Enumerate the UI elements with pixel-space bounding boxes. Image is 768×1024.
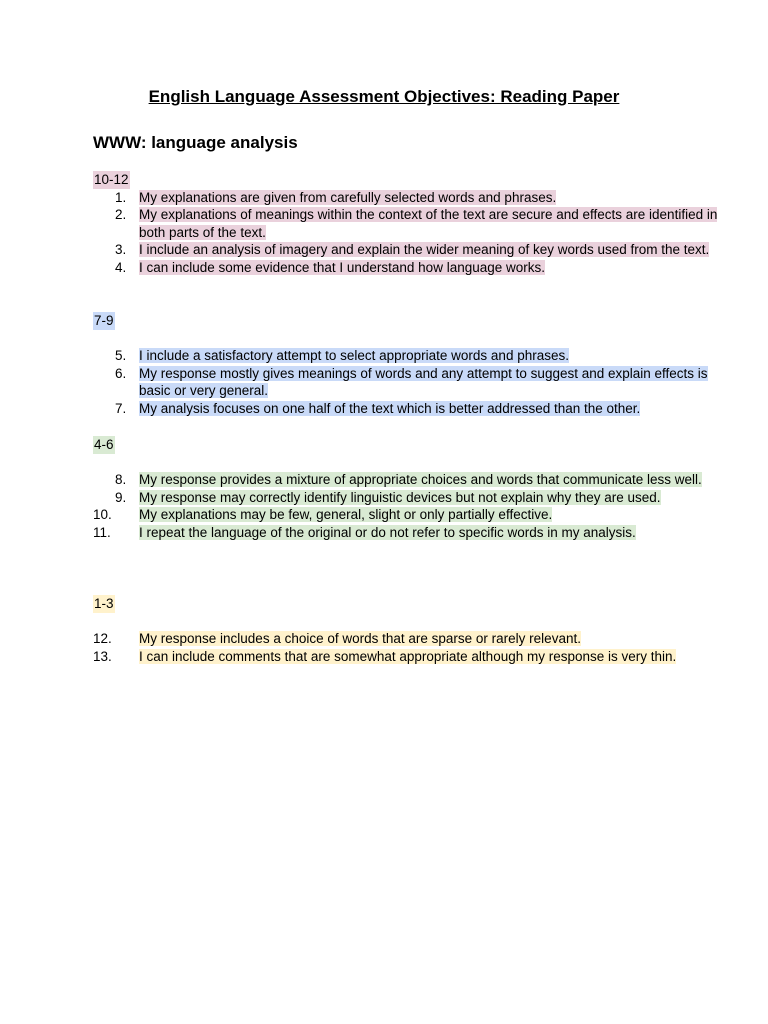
- list-item-number: 13.: [93, 648, 112, 664]
- list-item-number: 9.: [115, 489, 127, 505]
- list-item-number: 11.: [93, 524, 111, 540]
- list-item: [93, 347, 729, 365]
- criteria-list: [93, 347, 729, 417]
- list-item-text: I can include some evidence that I understand how language works.: [139, 259, 546, 275]
- band-7-9: [93, 312, 729, 418]
- list-item: [93, 489, 729, 507]
- band-1-3: [93, 595, 729, 665]
- band-10-12: [93, 171, 729, 277]
- list-item: [93, 648, 729, 666]
- list-item-number: 7.: [115, 400, 127, 416]
- band-label: 10-12: [94, 172, 129, 187]
- list-item: [93, 189, 729, 207]
- list-item-text: I include an analysis of imagery and explain the wider meaning of key words used from the text.: [139, 242, 710, 258]
- list-item-text: I include a satisfactory attempt to select appropriate words and phrases.: [139, 348, 569, 364]
- list-item-text: My explanations may be few, general, slight or only partially effective.: [139, 507, 553, 523]
- list-item-text: My response provides a mixture of appropriate choices and words that communicate less well.: [139, 472, 702, 488]
- list-item-number: 3.: [115, 242, 127, 258]
- list-item: [93, 630, 729, 648]
- list-item-number: 1.: [115, 189, 127, 205]
- list-item-text: My explanations of meanings within the context of the text are secure and effects are identified in both parts of the text.: [139, 207, 718, 240]
- list-item-number: 6.: [115, 365, 127, 381]
- list-item-number: 8.: [115, 472, 127, 488]
- list-item-text: I can include comments that are somewhat appropriate although my response is very thin.: [139, 648, 677, 664]
- list-item: [93, 506, 729, 524]
- list-item: [93, 400, 729, 418]
- criteria-list: [93, 630, 729, 665]
- criteria-list: [93, 471, 729, 541]
- list-item-text: My explanations are given from carefully selected words and phrases.: [139, 189, 557, 205]
- list-item: [93, 241, 729, 259]
- section-heading: WWW: language analysis: [93, 133, 298, 152]
- band-4-6: [93, 436, 729, 542]
- list-item-text: My analysis focuses on one half of the text which is better addressed than the other.: [139, 400, 641, 416]
- list-item: [93, 206, 729, 241]
- list-item-text: My response includes a choice of words that are sparse or rarely relevant.: [139, 631, 581, 647]
- band-label: 7-9: [94, 313, 114, 328]
- list-item-text: My response may correctly identify linguistic devices but not explain why they are used.: [139, 489, 661, 505]
- list-item: [93, 259, 729, 277]
- list-item-number: 4.: [115, 259, 127, 275]
- list-item: [93, 365, 729, 400]
- document-title: English Language Assessment Objectives: Reading Paper: [148, 87, 620, 106]
- list-item-number: 12.: [93, 631, 112, 647]
- list-item: [93, 524, 729, 542]
- list-item-text: My response mostly gives meanings of words and any attempt to suggest and explain effects is basic or very general.: [139, 365, 708, 399]
- band-label: 1-3: [94, 596, 114, 611]
- list-item-number: 5.: [115, 348, 127, 364]
- list-item-number: 10.: [93, 507, 112, 523]
- list-item: [93, 471, 729, 489]
- list-item-text: I repeat the language of the original or do not refer to specific words in my analysis.: [139, 524, 636, 540]
- band-label: 4-6: [94, 437, 114, 452]
- criteria-list: [93, 189, 729, 277]
- list-item-number: 2.: [115, 207, 127, 223]
